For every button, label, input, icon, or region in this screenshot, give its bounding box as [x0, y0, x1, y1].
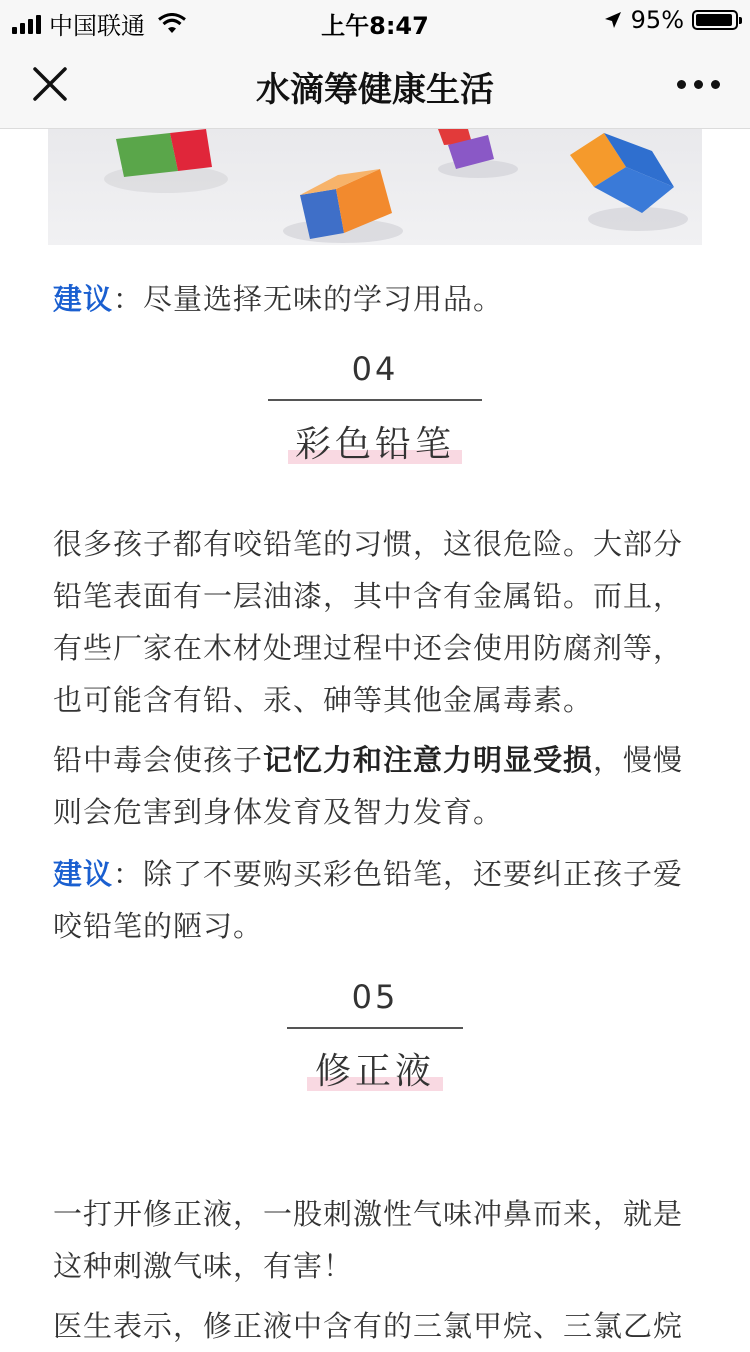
navigation-bar: [0, 40, 750, 129]
body-paragraph: 一打开修正液，一股刺激性气味冲鼻而来，就是这种刺激气味，有害！: [53, 1197, 684, 1283]
section-title: 彩色铅笔: [294, 424, 455, 465]
advice-paragraph: 建议：尽量选择无味的学习用品。: [53, 282, 504, 316]
advice-label: 建议: [53, 857, 114, 891]
article-image: [48, 129, 702, 245]
section-number: 04: [351, 350, 399, 388]
body-paragraph: 很多孩子都有咬铅笔的习惯，这很危险。大部分铅笔表面有一层油漆，其中含有金属铅。而且，有些厂家在木材处理过程中还会使用防腐剂等，也可能含有铅、汞、砷等其他金属毒素。: [53, 527, 684, 717]
battery-icon: [692, 10, 738, 30]
advice-paragraph: 建议：除了不要购买彩色铅笔，还要纠正孩子爱咬铅笔的陋习。: [53, 857, 684, 943]
clock: 上午8:47: [321, 12, 429, 40]
advice-label: 建议: [53, 282, 114, 316]
advice-text: 除了不要购买彩色铅笔，还要纠正孩子爱咬铅笔的陋习。: [53, 857, 684, 943]
erasers-illustration: [48, 129, 702, 245]
body-paragraph: 医生表示，修正液中含有的三氯甲烷、三氯乙烷: [53, 1309, 684, 1343]
emphasis-text: 记忆力和注意力明显受损: [263, 743, 594, 777]
more-icon[interactable]: [677, 80, 720, 89]
status-bar: [0, 0, 750, 40]
battery-percent: 95%: [630, 6, 684, 34]
location-arrow-icon: [603, 10, 623, 30]
section-title: 修正液: [314, 1051, 435, 1092]
section-number: 05: [351, 978, 399, 1016]
section-divider: [268, 399, 482, 401]
carrier-label: 中国联通: [49, 12, 145, 40]
body-paragraph: 铅中毒会使孩子记忆力和注意力明显受损，慢慢则会危害到身体发育及智力发育。: [53, 743, 684, 829]
section-divider: [287, 1027, 463, 1029]
advice-text: 尽量选择无味的学习用品。: [143, 282, 504, 316]
page-title: 水滴筹健康生活: [256, 70, 494, 110]
